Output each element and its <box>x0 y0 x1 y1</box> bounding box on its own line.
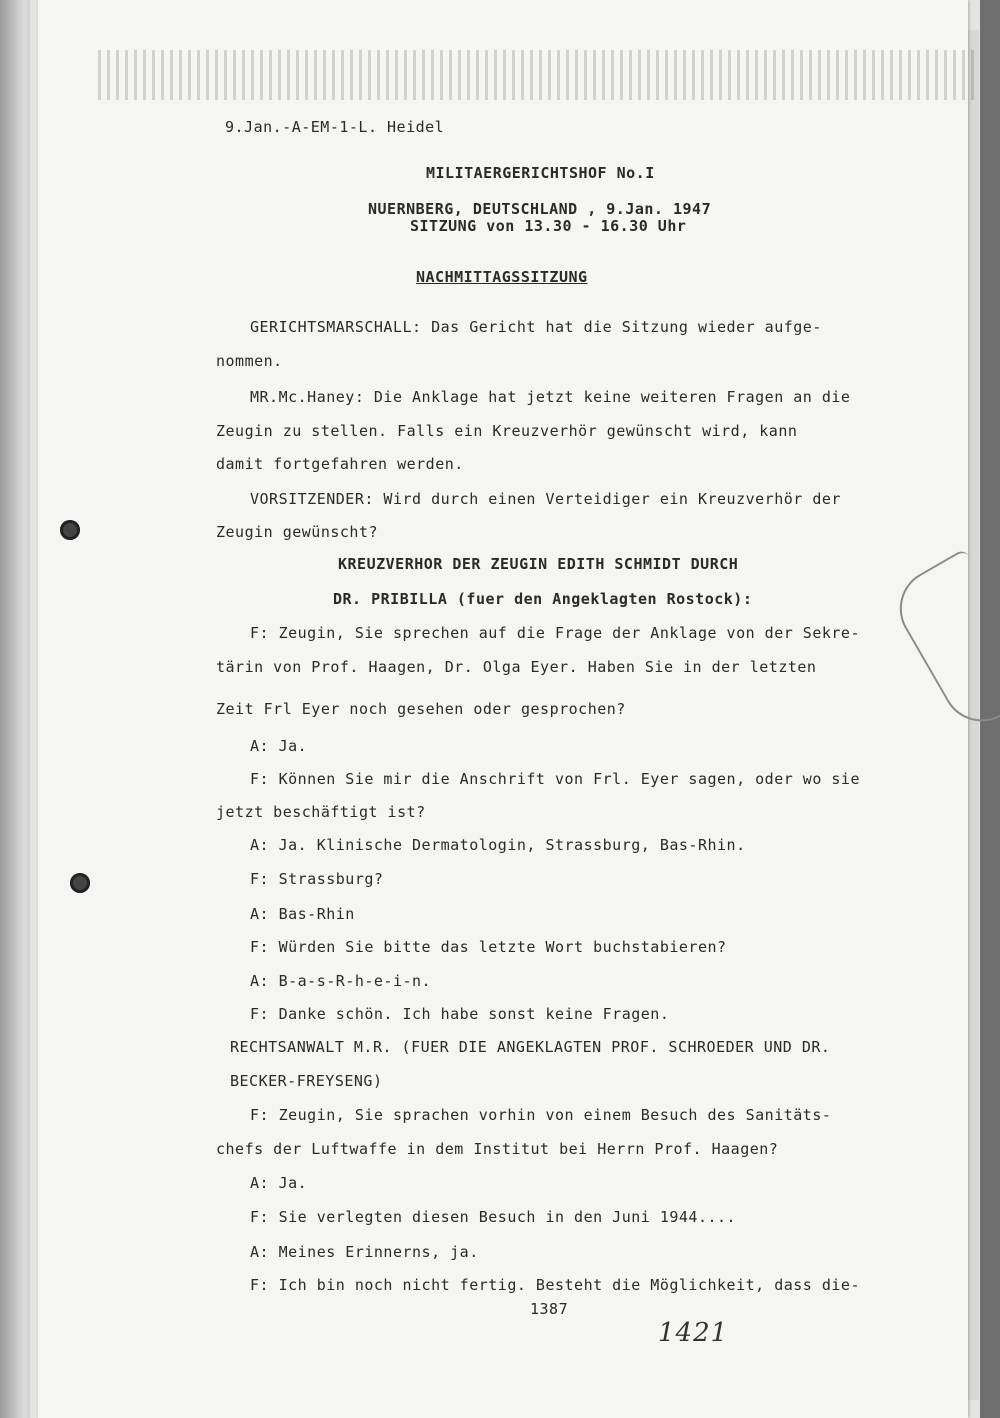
transcript-line: nommen. <box>216 352 283 370</box>
cross-exam-subheading: DR. PRIBILLA (fuer den Angeklagten Rostock): <box>333 590 753 608</box>
punch-hole <box>70 873 90 893</box>
transcript-line: tärin von Prof. Haagen, Dr. Olga Eyer. Haben Sie in der letzten <box>216 658 817 676</box>
reference-line: 9.Jan.-A-EM-1-L. Heidel <box>225 118 445 136</box>
counsel-heading: BECKER-FREYSENG) <box>230 1072 383 1090</box>
document-page <box>38 0 968 1418</box>
transcript-line: F: Strassburg? <box>250 870 384 888</box>
transcript-line: jetzt beschäftigt ist? <box>216 803 426 821</box>
transcript-line: chefs der Luftwaffe in dem Institut bei Herrn Prof. Haagen? <box>216 1140 779 1158</box>
transcript-line: A: Ja. Klinische Dermatologin, Strassburg, Bas-Rhin. <box>250 836 746 854</box>
transcript-line: F: Würden Sie bitte das letzte Wort buchstabieren? <box>250 938 727 956</box>
session-type: NACHMITTAGSSITZUNG <box>416 268 588 286</box>
transcript-line: MR.Mc.Haney: Die Anklage hat jetzt keine weiteren Fragen an die <box>250 388 851 406</box>
transcript-line: F: Danke schön. Ich habe sonst keine Fragen. <box>250 1005 670 1023</box>
transcript-line: A: Ja. <box>250 1174 308 1192</box>
transcript-line: Zeugin gewünscht? <box>216 523 379 541</box>
ink-smudge <box>98 50 978 100</box>
transcript-line: F: Zeugin, Sie sprechen auf die Frage der Anklage von der Sekre- <box>250 624 860 642</box>
session-time: SITZUNG von 13.30 - 16.30 Uhr <box>410 217 687 235</box>
transcript-line: Zeugin zu stellen. Falls ein Kreuzverhör gewünscht wird, kann <box>216 422 798 440</box>
transcript-line: A: Ja. <box>250 737 308 755</box>
transcript-line: Zeit Frl Eyer noch gesehen oder gesprochen? <box>216 700 626 718</box>
transcript-line: F: Können Sie mir die Anschrift von Frl. Eyer sagen, oder wo sie <box>250 770 860 788</box>
page-number: 1387 <box>530 1300 569 1318</box>
transcript-line: damit fortgefahren werden. <box>216 455 464 473</box>
transcript-line: A: B-a-s-R-h-e-i-n. <box>250 972 432 990</box>
transcript-line: F: Zeugin, Sie sprachen vorhin von einem Besuch des Sanitäts- <box>250 1106 832 1124</box>
punch-hole <box>60 520 80 540</box>
transcript-line: VORSITZENDER: Wird durch einen Verteidiger ein Kreuzverhör der <box>250 490 841 508</box>
transcript-line: F: Ich bin noch nicht fertig. Besteht die Möglichkeit, dass die- <box>250 1276 860 1294</box>
handwritten-number: 1421 <box>658 1318 729 1348</box>
transcript-line: A: Meines Erinnerns, ja. <box>250 1243 479 1261</box>
transcript-line: F: Sie verlegten diesen Besuch in den Juni 1944.... <box>250 1208 737 1226</box>
cross-exam-heading: KREUZVERHOR DER ZEUGIN EDITH SCHMIDT DURCH <box>338 555 739 573</box>
place-date: NUERNBERG, DEUTSCHLAND , 9.Jan. 1947 <box>368 200 712 218</box>
court-name: MILITAERGERICHTSHOF No.I <box>426 164 655 182</box>
transcript-line: GERICHTSMARSCHALL: Das Gericht hat die Sitzung wieder aufge- <box>250 318 822 336</box>
counsel-heading: RECHTSANWALT M.R. (FUER DIE ANGEKLAGTEN PROF. SCHROEDER UND DR. <box>230 1038 831 1056</box>
transcript-line: A: Bas-Rhin <box>250 905 355 923</box>
